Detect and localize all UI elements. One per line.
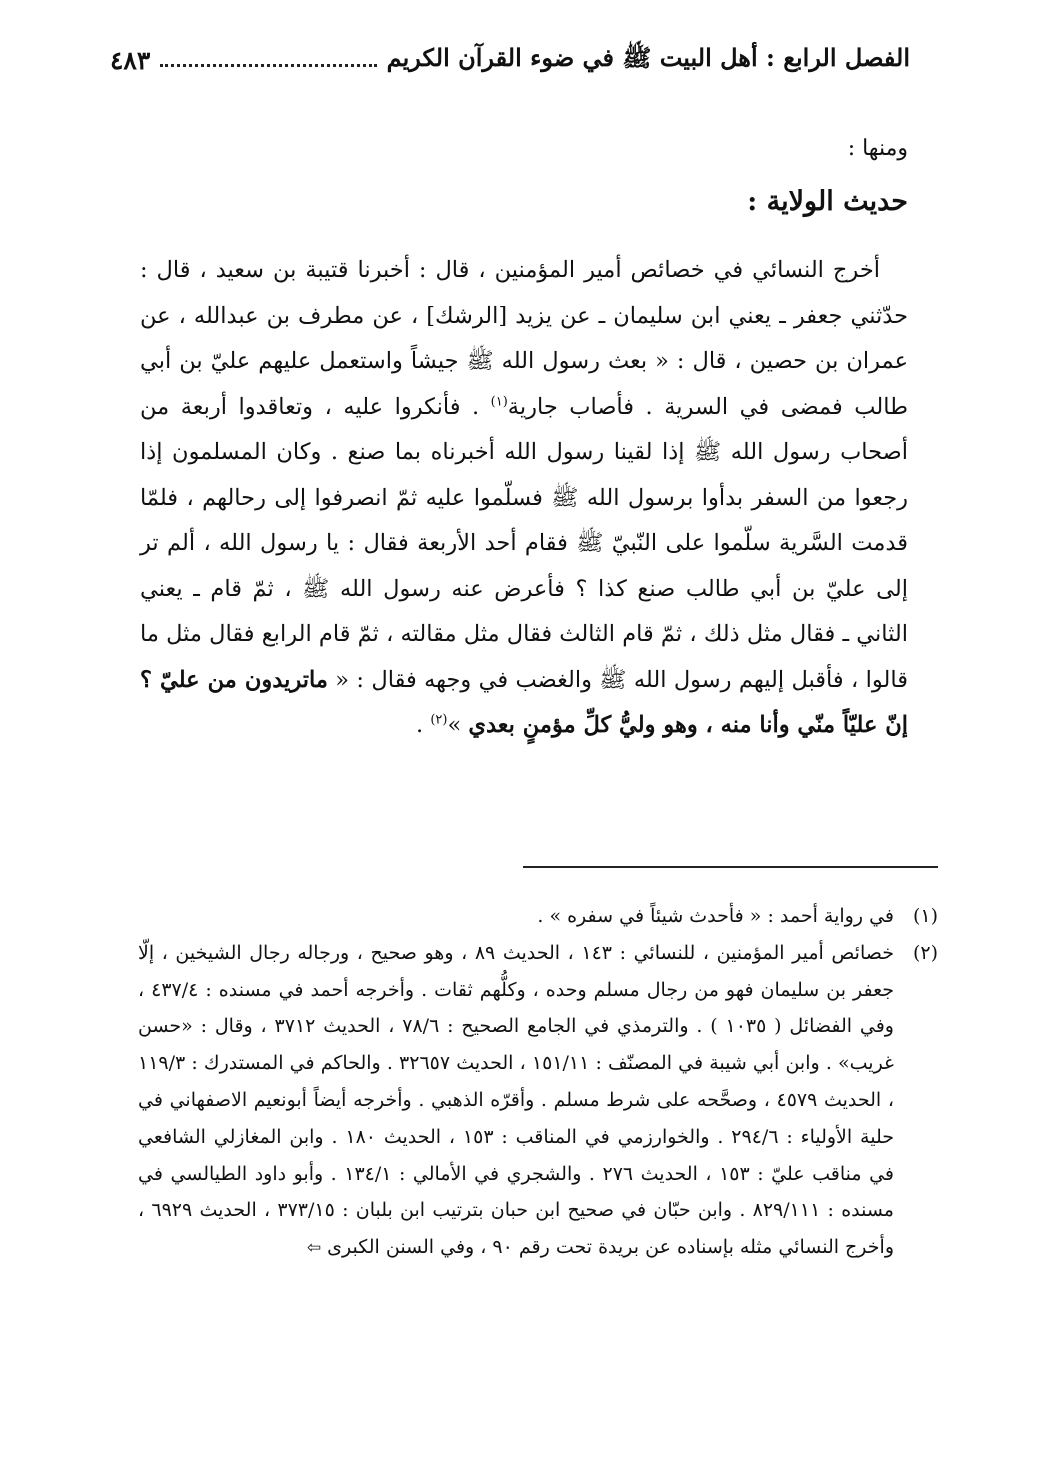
paragraph-text-1: أخرج النسائي في خصائص أمير المؤمنين ، قال : أخبرنا قتيبة بن سعيد ، قال : حدّثني جعفر ـ يعني ابن سليمان ـ عن يزيد [الرشك] ، عن مطرف بن عبدالله ، عن عمران بن حصين ، قال : « بعث رسول الله ﷺ جيشاً واستعمل عليهم عليّ بن أبي طالب فمضى في السرية . فأصاب جارية — [140, 257, 908, 420]
continuation-arrow-icon: ⇦ — [306, 1238, 322, 1259]
running-header — [110, 40, 910, 80]
hadith-paragraph — [140, 248, 908, 749]
leader-dots — [160, 64, 376, 67]
main-text — [140, 248, 908, 749]
section-heading: حديث الولاية : — [747, 186, 908, 217]
page-number: ٤٨٣ — [110, 45, 151, 75]
paragraph-text-2: . فأنكروا عليه ، وتعاقدوا أربعة من أصحاب رسول الله ﷺ إذا لقينا رسول الله أخبرناه بما صنع . وكان المسلمون إذا رجعوا من السفر بدأوا برسول الله ﷺ فسلّموا عليه ثمّ انصرفوا إلى رحالهم ، فلمّا قدمت السَّرية سلّموا على النّبيّ ﷺ فقام أحد الأربعة فقال : يا رسول الله ، ألم تر إلى عليّ بن أبي طالب صنع كذا ؟ فأعرض عنه رسول الله ﷺ ، ثمّ قام ـ يعني الثاني ـ فقال مثل ذلك ، ثمّ قام الثالث فقال مثل مقالته ، ثمّ قام الرابع فقال مثل ما قالوا ، فأقبل إليهم رسول الله ﷺ والغضب في وجهه فقال : « — [140, 393, 908, 693]
footnote-separator — [523, 866, 938, 868]
footnote-text: في رواية أحمد : « فأحدث شيئاً في سفره » . — [537, 905, 894, 927]
footnote-body — [138, 935, 894, 1267]
chapter-title: الفصل الرابع : أهل البيت ﷺ في ضوء القرآن الكريم — [386, 42, 910, 72]
paragraph-text-4: . — [416, 712, 424, 738]
footnote-ref-1[interactable]: (١) — [490, 394, 508, 409]
footnote-text: خصائص أمير المؤمنين ، للنسائي : ١٤٣ ، الحديث ٨٩ ، وهو صحيح ، ورجاله رجال الشيخين ، إلّا جعفر بن سليمان فهو من رجال مسلم وحده ، وكلُّهم ثقات . وأخرجه أحمد في مسنده : ٤٣٧/٤ ، وفي الفضائل ( ١٠٣٥ ) . والترمذي في الجامع الصحيح : ٧٨/٦ ، الحديث ٣٧١٢ ، وقال : «حسن غريب» . وابن أبي شيبة في المصنّف : ١٥١/١١ ، الحديث ٣٢٦٥٧ . والحاكم في المستدرك : ١١٩/٣ ، الحديث ٤٥٧٩ ، وصحَّحه على شرط مسلم . وأقرّه الذهبي . وأخرجه أيضاً أبونعيم الاصفهاني في حلية الأولياء : ٢٩٤/٦ . والخوارزمي في المناقب : ١٥٣ ، الحديث ١٨٠ . وابن المغازلي الشافعي في مناقب عليّ : ١٥٣ ، الحديث ٢٧٦ . والشجري في الأمالي : ١٣٤/١ . وأبو داود الطيالسي في مسنده : ٨٢٩/١١١ . وابن حبّان في صحيح ابن حبان بترتيب ابن بلبان : ٣٧٣/١٥ ، الحديث ٦٩٢٩ ، وأخرج النسائي مثله بإسناده عن بريدة تحت رقم ٩٠ ، وفي السنن الكبرى — [138, 941, 894, 1259]
footnote-ref-2[interactable]: (٢) — [430, 712, 448, 728]
footnote-1 — [138, 898, 938, 935]
hadith-quote: ماتريدون من عليّ ؟ إنّ عليّاً منّي وأنا منه ، وهو وليُّ كلِّ مؤمنٍ بعدي — [140, 666, 908, 738]
paragraph-text-3: » — [447, 712, 462, 738]
footnote-number: (٢) — [912, 941, 938, 964]
footnote-number: (١) — [912, 905, 938, 927]
footnotes — [138, 898, 938, 1267]
lead-in: ومنها : — [847, 136, 908, 161]
footnote-2 — [138, 935, 938, 1267]
